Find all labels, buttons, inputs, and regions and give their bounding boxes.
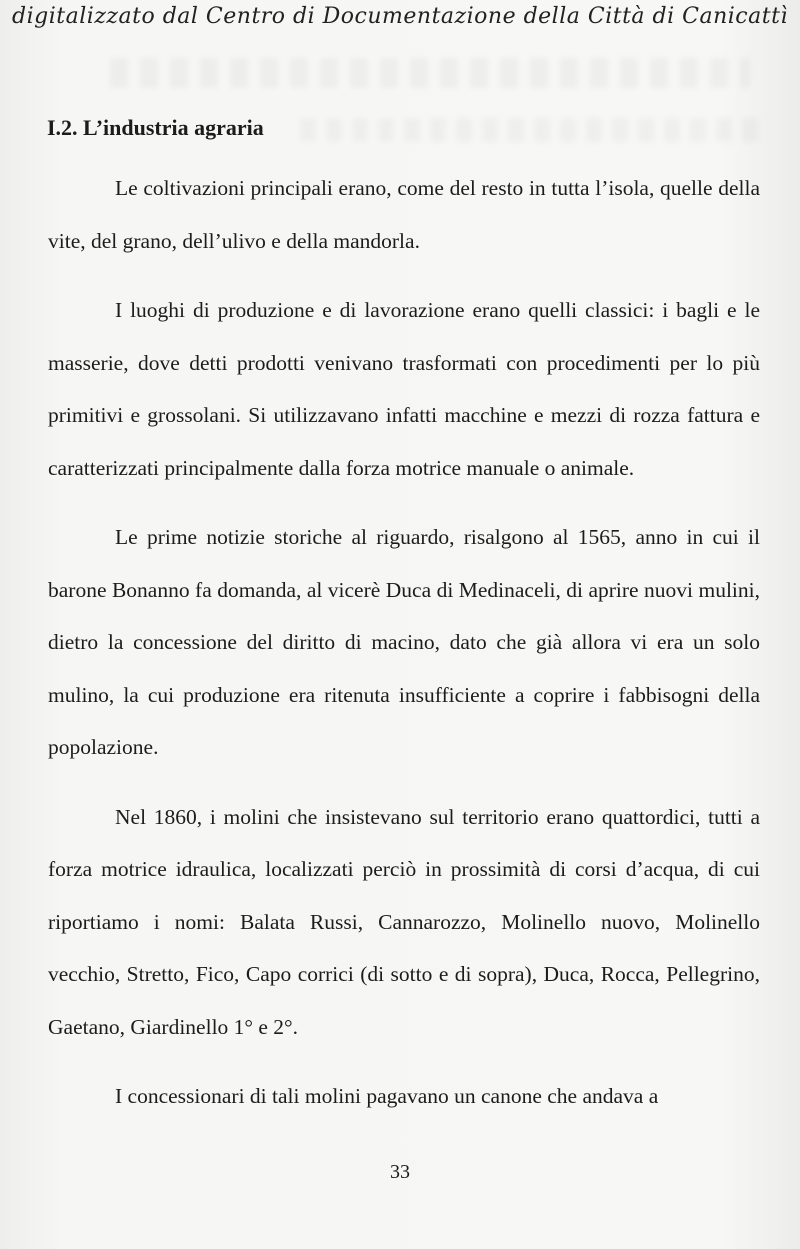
digitization-watermark: digitalizzato dal Centro di Documentazione della Città di Canicattì <box>12 4 788 29</box>
paragraph: Le coltivazioni principali erano, come del resto in tutta l’isola, quelle della vite, del grano, dell’ulivo e della mandorla. <box>48 176 760 253</box>
body-text <box>48 162 760 1140</box>
show-through-shadow <box>300 118 760 142</box>
paragraph: I concessionari di tali molini pagavano un canone che andava a <box>115 1084 659 1108</box>
show-through-shadow <box>110 58 750 88</box>
paragraph: I luoghi di produzione e di lavorazione erano quelli classici: i bagli e le masserie, dove detti prodotti venivano trasformati con procedimenti per lo più primitivi e grossolani. Si utilizzavano infatti macchine e mezzi di rozza fattura e caratterizzati principalmente dalla forza motrice manuale o animale. <box>48 298 760 480</box>
paragraph: Le prime notizie storiche al riguardo, risalgono al 1565, anno in cui il barone Bonanno fa domanda, al vicerè Duca di Medinaceli, di aprire nuovi mulini, dietro la concessione del diritto di macino, dato che già allora vi era un solo mulino, la cui produzione era ritenuta insufficiente a coprire i fabbisogni della popolazione. <box>48 525 760 759</box>
page-number: 33 <box>390 1161 410 1183</box>
section-heading: I.2. L’industria agraria <box>47 115 264 140</box>
paragraph: Nel 1860, i molini che insistevano sul territorio erano quattordici, tutti a forza motrice idraulica, localizzati perciò in prossimità di corsi d’acqua, di cui riportiamo i nomi: Balata Russi, Cannarozzo, Molinello nuovo, Molinello vecchio, Stretto, Fico, Capo corrici (di sotto e di sopra), Duca, Rocca, Pellegrino, Gaetano, Giardinello 1° e 2°. <box>48 804 760 1039</box>
